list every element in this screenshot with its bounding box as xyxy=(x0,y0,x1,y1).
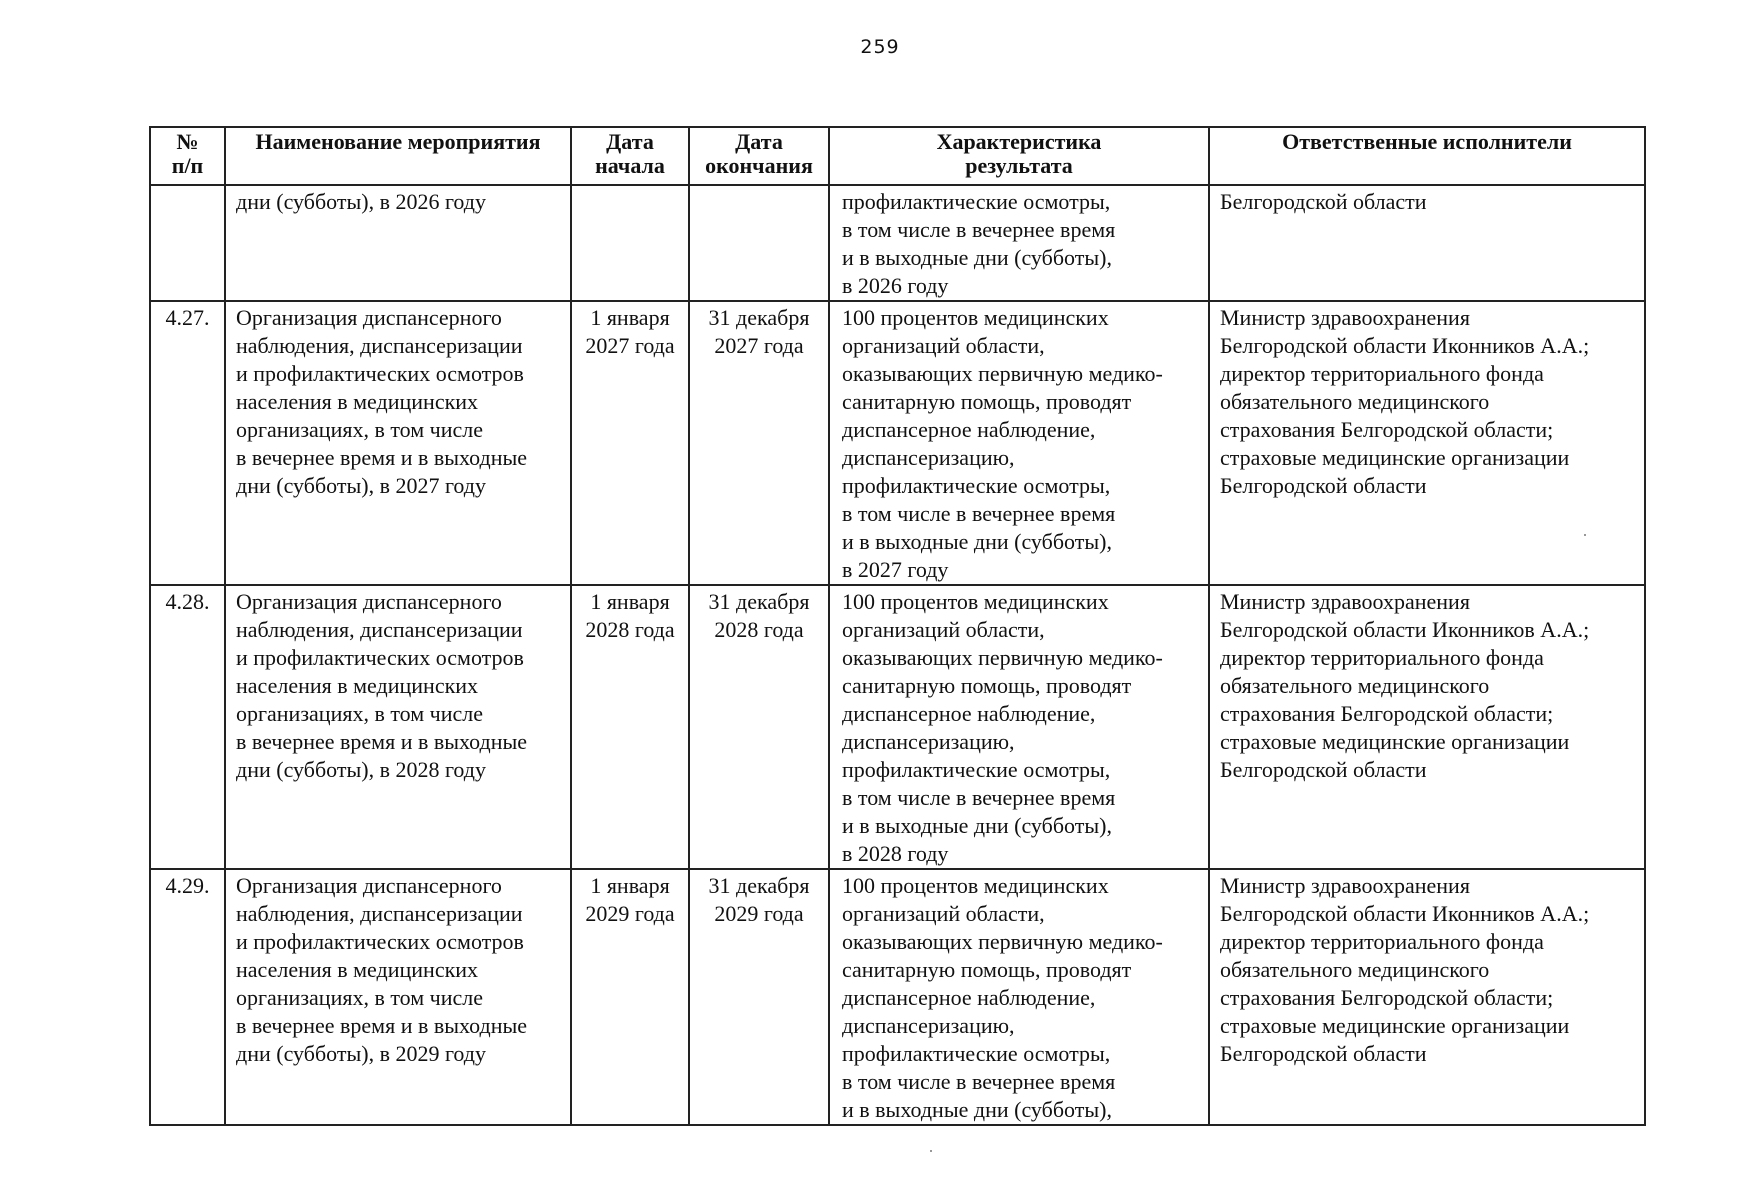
cell-responsible: Министр здравоохранения Белгородской области Иконников А.А.; директор территориального фонда обязательного медицинского страхования Белгородской области; страховые медицинские организации Белгородской области xyxy=(1209,585,1645,869)
scan-speck xyxy=(1584,534,1586,536)
cell-num: 4.29. xyxy=(150,869,225,1125)
cell-start-date: 1 января 2027 года xyxy=(571,301,689,585)
cell-end-date: 31 декабря 2027 года xyxy=(689,301,829,585)
cell-name: Организация диспансерного наблюдения, диспансеризации и профилактических осмотров населения в медицинских организациях, в том числе в вечернее время и в выходные дни (субботы), в 2028 году xyxy=(225,585,571,869)
cell-num: 4.28. xyxy=(150,585,225,869)
header-num: № п/п xyxy=(150,127,225,185)
cell-num xyxy=(150,185,225,301)
cell-result: профилактические осмотры, в том числе в вечернее время и в выходные дни (субботы), в 2026 году xyxy=(829,185,1209,301)
table-header-row xyxy=(150,127,1645,185)
cell-end-date: 31 декабря 2029 года xyxy=(689,869,829,1125)
cell-end-date xyxy=(689,185,829,301)
table-row xyxy=(150,185,1645,301)
scan-speck xyxy=(930,1150,932,1152)
cell-start-date: 1 января 2028 года xyxy=(571,585,689,869)
cell-num: 4.27. xyxy=(150,301,225,585)
cell-result: 100 процентов медицинских организаций области, оказывающих первичную медико- санитарную помощь, проводят диспансерное наблюдение, диспансеризацию, профилактические осмотры, в том числе в вечернее время и в выходные дни (субботы), в 2028 году xyxy=(829,585,1209,869)
table-row xyxy=(150,869,1645,1125)
cell-name: Организация диспансерного наблюдения, диспансеризации и профилактических осмотров населения в медицинских организациях, в том числе в вечернее время и в выходные дни (субботы), в 2027 году xyxy=(225,301,571,585)
header-result: Характеристика результата xyxy=(829,127,1209,185)
cell-name: дни (субботы), в 2026 году xyxy=(225,185,571,301)
cell-result: 100 процентов медицинских организаций области, оказывающих первичную медико- санитарную помощь, проводят диспансерное наблюдение, диспансеризацию, профилактические осмотры, в том числе в вечернее время и в выходные дни (субботы), xyxy=(829,869,1209,1125)
header-name: Наименование мероприятия xyxy=(225,127,571,185)
header-end-date: Дата окончания xyxy=(689,127,829,185)
cell-result: 100 процентов медицинских организаций области, оказывающих первичную медико- санитарную помощь, проводят диспансерное наблюдение, диспансеризацию, профилактические осмотры, в том числе в вечернее время и в выходные дни (субботы), в 2027 году xyxy=(829,301,1209,585)
header-start-date: Дата начала xyxy=(571,127,689,185)
cell-name: Организация диспансерного наблюдения, диспансеризации и профилактических осмотров населения в медицинских организациях, в том числе в вечернее время и в выходные дни (субботы), в 2029 году xyxy=(225,869,571,1125)
cell-end-date: 31 декабря 2028 года xyxy=(689,585,829,869)
table-row xyxy=(150,585,1645,869)
cell-start-date: 1 января 2029 года xyxy=(571,869,689,1125)
cell-start-date xyxy=(571,185,689,301)
cell-responsible: Министр здравоохранения Белгородской области Иконников А.А.; директор территориального фонда обязательного медицинского страхования Белгородской области; страховые медицинские организации Белгородской области xyxy=(1209,869,1645,1125)
page-number: 259 xyxy=(860,36,900,58)
cell-responsible: Министр здравоохранения Белгородской области Иконников А.А.; директор территориального фонда обязательного медицинского страхования Белгородской области; страховые медицинские организации Белгородской области xyxy=(1209,301,1645,585)
activities-table xyxy=(149,126,1646,1126)
header-responsible: Ответственные исполнители xyxy=(1209,127,1645,185)
cell-responsible: Белгородской области xyxy=(1209,185,1645,301)
table-row xyxy=(150,301,1645,585)
